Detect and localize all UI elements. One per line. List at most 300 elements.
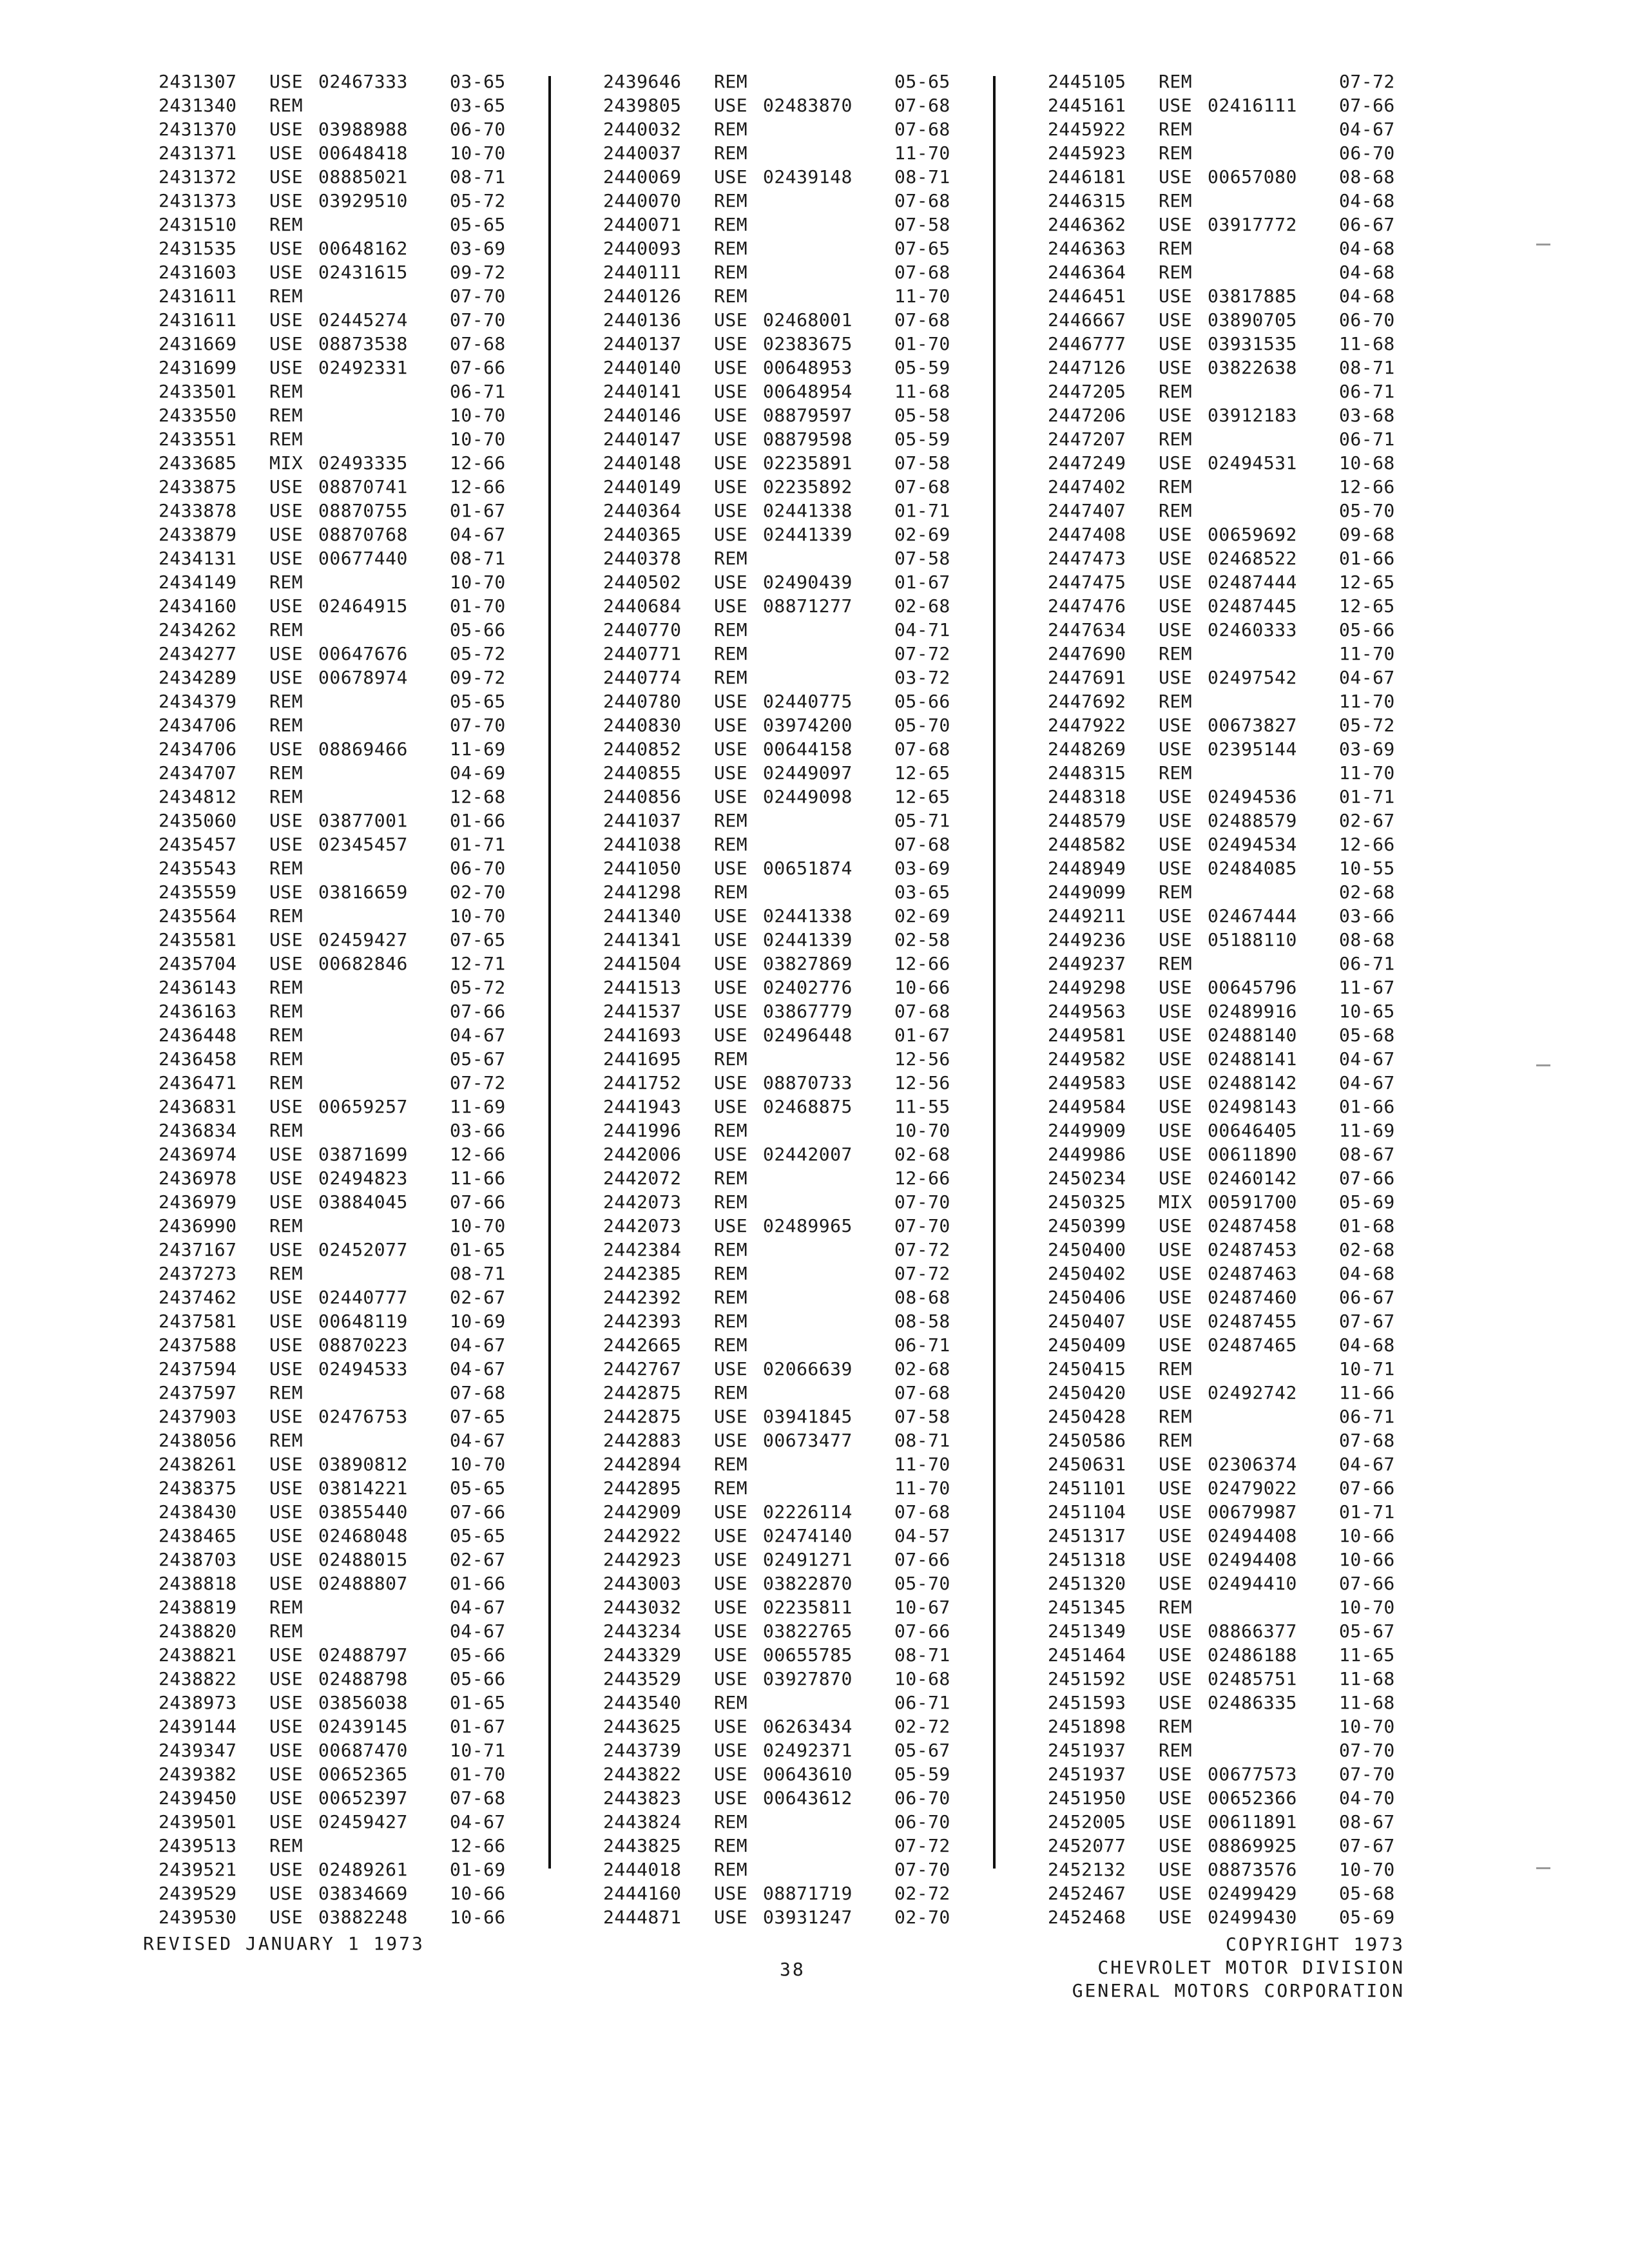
replacement-number: 02494533 [318,1358,408,1379]
part-row [603,1071,1003,1095]
replacement-number: 02497542 [1208,667,1297,688]
part-number: 2442875 [603,1406,682,1427]
effective-date: 10-68 [894,1668,950,1689]
part-row [603,1119,1003,1142]
part-row [1048,93,1447,117]
action-code: USE [1159,333,1193,354]
effective-date: 04-68 [1339,238,1395,259]
part-number: 2446181 [1048,166,1126,187]
effective-date: 05-69 [1339,1907,1395,1928]
replacement-number: 03855440 [318,1501,408,1523]
effective-date: 02-69 [894,905,950,927]
part-number: 2431535 [159,238,237,259]
effective-date: 01-71 [1339,786,1395,807]
action-code: USE [714,309,748,331]
action-code: USE [269,500,304,521]
part-row [1048,1381,1447,1405]
action-code: USE [1159,1144,1193,1165]
action-code: USE [714,1358,748,1379]
effective-date: 07-65 [450,929,506,950]
replacement-number [318,284,450,308]
replacement-number: 03890705 [1208,309,1297,331]
effective-date: 07-68 [894,1001,950,1022]
action-code: USE [269,1716,304,1737]
action-code: USE [1159,166,1193,187]
part-number: 2436974 [159,1144,237,1165]
replacement-number: 00655785 [763,1644,853,1666]
part-row [1048,809,1447,832]
action-code: USE [714,1525,748,1546]
action-code: REM [714,810,748,831]
part-number: 2441050 [603,858,682,879]
effective-date: 04-67 [450,1811,506,1832]
effective-date: 02-67 [1339,810,1395,831]
replacement-number: 03988988 [318,119,408,140]
action-code: USE [714,357,748,378]
part-number: 2443329 [603,1644,682,1666]
part-number: 2441513 [603,977,682,998]
part-number: 2439513 [159,1835,237,1856]
effective-date: 01-71 [1339,1501,1395,1523]
margin-mark [1536,1064,1550,1066]
effective-date: 03-66 [450,1120,506,1141]
effective-date: 08-71 [894,1644,950,1666]
part-row [1048,1738,1447,1762]
part-row [603,737,1003,761]
part-row [159,1762,558,1786]
effective-date: 10-70 [450,142,506,164]
part-row [159,1405,558,1428]
part-row [1048,1190,1447,1214]
part-number: 2440111 [603,262,682,283]
action-code: REM [714,285,748,307]
effective-date: 06-70 [894,1811,950,1832]
replacement-number: 02441338 [763,905,853,927]
part-number: 2443825 [603,1835,682,1856]
part-number: 2440684 [603,595,682,617]
replacement-number: 02442007 [763,1144,853,1165]
effective-date: 07-68 [450,1382,506,1403]
replacement-number: 02474140 [763,1525,853,1546]
replacement-number: 02416111 [1208,95,1297,116]
action-code: USE [269,1406,304,1427]
action-code: REM [269,858,304,879]
replacement-number: 00644158 [763,738,853,760]
effective-date: 05-68 [1339,1024,1395,1046]
replacement-number: 02494408 [1208,1525,1297,1546]
part-row [603,380,1003,403]
part-row [1048,1023,1447,1047]
part-row [159,999,558,1023]
part-number: 2440136 [603,309,682,331]
part-number: 2441943 [603,1096,682,1117]
part-number: 2443625 [603,1716,682,1737]
replacement-number: 03974200 [763,715,853,736]
replacement-number: 02496448 [763,1024,853,1046]
part-number: 2451950 [1048,1787,1126,1809]
effective-date: 04-67 [450,1358,506,1379]
action-code: USE [714,1024,748,1046]
effective-date: 04-70 [1339,1787,1395,1809]
part-number: 2450406 [1048,1287,1126,1308]
part-row [159,689,558,713]
effective-date: 07-68 [894,119,950,140]
part-number: 2451937 [1048,1763,1126,1785]
action-code: USE [269,1787,304,1809]
part-number: 2431370 [159,119,237,140]
replacement-number: 08871277 [763,595,853,617]
replacement-number: 02066639 [763,1358,853,1379]
part-number: 2446315 [1048,190,1126,211]
part-row [1048,1262,1447,1285]
effective-date: 02-70 [450,881,506,903]
part-row [159,1881,558,1905]
part-number: 2439382 [159,1763,237,1785]
part-row [159,737,558,761]
replacement-number [763,260,894,284]
part-row [1048,1285,1447,1309]
action-code: REM [714,1477,748,1499]
effective-date: 01-70 [450,595,506,617]
effective-date: 12-65 [894,762,950,783]
replacement-number [318,1619,450,1643]
effective-date: 11-55 [894,1096,950,1117]
action-code: MIX [269,452,304,474]
part-row [1048,832,1447,856]
part-number: 2439530 [159,1907,237,1928]
part-row [1048,737,1447,761]
action-code: REM [269,428,304,450]
part-row [1048,785,1447,809]
part-row [603,70,1003,93]
effective-date: 03-65 [450,71,506,92]
action-code: REM [269,1072,304,1093]
effective-date: 08-67 [1339,1144,1395,1165]
part-number: 2450415 [1048,1358,1126,1379]
part-number: 2451464 [1048,1644,1126,1666]
action-code: USE [714,1406,748,1427]
replacement-number [763,1119,894,1142]
effective-date: 12-65 [1339,595,1395,617]
part-number: 2440146 [603,405,682,426]
part-row [603,499,1003,523]
replacement-number: 02468522 [1208,548,1297,569]
part-row [159,1715,558,1738]
part-number: 2441037 [603,810,682,831]
part-number: 2449909 [1048,1120,1126,1141]
replacement-number: 02483870 [763,95,853,116]
part-row [1048,1810,1447,1834]
effective-date: 10-70 [450,905,506,927]
action-code: USE [269,1573,304,1594]
effective-date: 05-66 [450,1668,506,1689]
effective-date: 02-69 [894,524,950,545]
part-number: 2442875 [603,1382,682,1403]
effective-date: 04-71 [894,619,950,640]
part-row [159,618,558,642]
part-row [603,785,1003,809]
part-row [603,1667,1003,1691]
effective-date: 09-72 [450,667,506,688]
replacement-number [318,1214,450,1238]
part-row [603,761,1003,785]
action-code: REM [269,405,304,426]
replacement-number: 02306374 [1208,1454,1297,1475]
replacement-number: 00611891 [1208,1811,1297,1832]
replacement-number [1208,1738,1339,1762]
part-number: 2431669 [159,333,237,354]
replacement-number: 02493335 [318,452,408,474]
action-code: USE [714,1430,748,1451]
part-row [159,380,558,403]
part-number: 2434706 [159,738,237,760]
part-number: 2449986 [1048,1144,1126,1165]
effective-date: 11-70 [894,285,950,307]
replacement-number: 03817885 [1208,285,1297,307]
action-code: USE [1159,1120,1193,1141]
replacement-number [763,618,894,642]
replacement-number [1208,117,1339,141]
action-code: USE [714,524,748,545]
effective-date: 02-68 [894,595,950,617]
part-number: 2451317 [1048,1525,1126,1546]
part-row [159,356,558,380]
part-number: 2448949 [1048,858,1126,879]
action-code: REM [269,786,304,807]
action-code: USE [269,1740,304,1761]
action-code: USE [714,381,748,402]
action-code: REM [1159,381,1193,402]
effective-date: 04-67 [450,1024,506,1046]
page-number: 38 [780,1959,805,1980]
effective-date: 02-67 [450,1549,506,1570]
action-code: USE [1159,834,1193,855]
part-number: 2439529 [159,1883,237,1904]
replacement-number [318,904,450,928]
effective-date: 01-66 [450,810,506,831]
replacement-number: 02488142 [1208,1072,1297,1093]
effective-date: 07-67 [1339,1835,1395,1856]
part-number: 2447690 [1048,643,1126,664]
part-number: 2442895 [603,1477,682,1499]
replacement-number: 00647676 [318,643,408,664]
part-number: 2447473 [1048,548,1126,569]
replacement-number: 02439148 [763,166,853,187]
part-number: 2431372 [159,166,237,187]
part-row [159,213,558,236]
part-number: 2439521 [159,1859,237,1880]
action-code: USE [269,333,304,354]
replacement-number: 02489261 [318,1859,408,1880]
effective-date: 12-71 [450,953,506,974]
action-code: USE [269,595,304,617]
replacement-number: 08885021 [318,166,408,187]
action-code: USE [714,762,748,783]
part-number: 2438056 [159,1430,237,1451]
effective-date: 01-66 [1339,548,1395,569]
part-number: 2445922 [1048,119,1126,140]
part-number: 2438465 [159,1525,237,1546]
effective-date: 09-68 [1339,524,1395,545]
effective-date: 07-68 [894,95,950,116]
action-code: USE [1159,738,1193,760]
action-code: USE [714,595,748,617]
effective-date: 05-72 [450,643,506,664]
action-code: USE [1159,1287,1193,1308]
part-number: 2440852 [603,738,682,760]
action-code: USE [1159,1477,1193,1499]
part-number: 2448582 [1048,834,1126,855]
part-row [1048,1667,1447,1691]
part-number: 2431510 [159,214,237,235]
effective-date: 10-70 [450,1454,506,1475]
replacement-number [318,1834,450,1858]
replacement-number: 08870733 [763,1072,853,1093]
part-row [1048,1643,1447,1667]
effective-date: 11-67 [1339,977,1395,998]
effective-date: 07-70 [450,285,506,307]
part-number: 2442767 [603,1358,682,1379]
action-code: REM [1159,428,1193,450]
effective-date: 10-66 [1339,1525,1395,1546]
action-code: USE [269,667,304,688]
effective-date: 08-71 [450,166,506,187]
effective-date: 08-68 [894,1287,950,1308]
effective-date: 06-71 [1339,1406,1395,1427]
part-row [1048,856,1447,880]
effective-date: 07-65 [894,238,950,259]
action-code: REM [714,1168,748,1189]
effective-date: 11-68 [1339,1668,1395,1689]
part-number: 2449582 [1048,1048,1126,1070]
action-code: USE [1159,357,1193,378]
replacement-number: 02488140 [1208,1024,1297,1046]
part-number: 2450325 [1048,1191,1126,1213]
effective-date: 07-70 [450,715,506,736]
replacement-number: 03827869 [763,953,853,974]
part-number: 2447402 [1048,476,1126,497]
part-row [1048,1333,1447,1357]
effective-date: 11-68 [1339,1692,1395,1713]
action-code: USE [1159,1883,1193,1904]
action-code: REM [714,1382,748,1403]
replacement-number [763,1262,894,1285]
effective-date: 07-68 [894,309,950,331]
part-number: 2447691 [1048,667,1126,688]
action-code: REM [714,667,748,688]
action-code: REM [269,1024,304,1046]
effective-date: 01-70 [894,333,950,354]
replacement-number: 02488798 [318,1668,408,1689]
part-number: 2434277 [159,643,237,664]
replacement-number [763,1834,894,1858]
action-code: USE [714,1740,748,1761]
replacement-number: 00673477 [763,1430,853,1451]
action-code: REM [269,977,304,998]
replacement-number [763,1691,894,1715]
action-code: USE [269,643,304,664]
replacement-number [318,427,450,451]
part-number: 2439347 [159,1740,237,1761]
replacement-number: 03867779 [763,1001,853,1022]
replacement-number: 02468875 [763,1096,853,1117]
part-row [603,1095,1003,1119]
replacement-number: 03822765 [763,1620,853,1642]
part-number: 2451898 [1048,1716,1126,1737]
action-code: USE [1159,524,1193,545]
effective-date: 02-68 [894,1358,950,1379]
part-number: 2442006 [603,1144,682,1165]
effective-date: 06-71 [1339,381,1395,402]
part-number: 2435457 [159,834,237,855]
replacement-number [763,546,894,570]
effective-date: 05-65 [450,214,506,235]
effective-date: 04-68 [1339,1263,1395,1284]
action-code: REM [269,762,304,783]
effective-date: 11-66 [450,1168,506,1189]
part-number: 2450409 [1048,1334,1126,1356]
effective-date: 02-68 [1339,881,1395,903]
replacement-number: 02499429 [1208,1883,1297,1904]
action-code: USE [1159,1239,1193,1260]
replacement-number: 00659692 [1208,524,1297,545]
part-number: 2447205 [1048,381,1126,402]
part-row [159,1023,558,1047]
action-code: USE [269,1239,304,1260]
effective-date: 07-67 [1339,1311,1395,1332]
part-number: 2449211 [1048,905,1126,927]
replacement-number: 03816659 [318,881,408,903]
part-row [1048,666,1447,689]
part-row [603,618,1003,642]
part-number: 2441693 [603,1024,682,1046]
replacement-number [1208,952,1339,975]
replacement-number: 00591700 [1208,1191,1297,1213]
action-code: USE [1159,929,1193,950]
part-row [1048,1166,1447,1190]
action-code: REM [1159,1406,1193,1427]
part-row [603,856,1003,880]
action-code: REM [269,905,304,927]
action-code: USE [714,715,748,736]
effective-date: 10-68 [1339,452,1395,474]
replacement-number: 00611890 [1208,1144,1297,1165]
effective-date: 05-71 [894,810,950,831]
action-code: USE [714,1907,748,1928]
replacement-number: 02441339 [763,524,853,545]
effective-date: 11-70 [894,142,950,164]
effective-date: 12-66 [450,476,506,497]
part-row [159,1619,558,1643]
effective-date: 05-59 [894,428,950,450]
replacement-number: 02492371 [763,1740,853,1761]
effective-date: 12-66 [450,452,506,474]
part-row [159,1643,558,1667]
part-number: 2449584 [1048,1096,1126,1117]
part-row [159,403,558,427]
action-code: USE [269,881,304,903]
replacement-number: 02494534 [1208,834,1297,855]
replacement-number [318,1381,450,1405]
action-code: USE [269,810,304,831]
effective-date: 04-67 [450,1597,506,1618]
replacement-number: 08870741 [318,476,408,497]
effective-date: 04-67 [1339,1454,1395,1475]
effective-date: 07-58 [894,214,950,235]
replacement-number: 02487453 [1208,1239,1297,1260]
part-row [603,165,1003,189]
part-number: 2440147 [603,428,682,450]
